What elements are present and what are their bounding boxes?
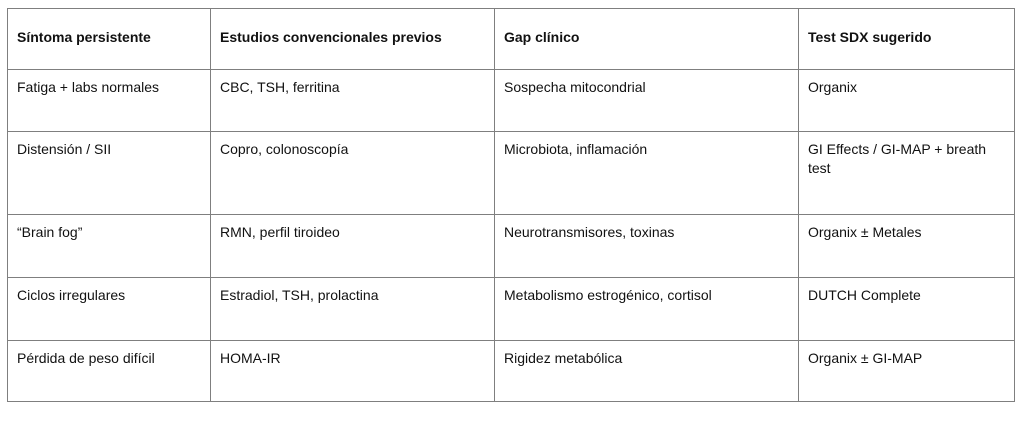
cell-gap: Sospecha mitocondrial xyxy=(495,70,799,132)
table-header-row xyxy=(8,9,1015,70)
table-row xyxy=(8,341,1015,402)
cell-sintoma: Fatiga + labs normales xyxy=(8,70,211,132)
header-estudios-convencionales: Estudios convencionales previos xyxy=(211,9,495,70)
table-row xyxy=(8,215,1015,278)
cell-sintoma: Ciclos irregulares xyxy=(8,278,211,341)
test-recommendation-table xyxy=(7,8,1015,402)
cell-gap: Microbiota, inflamación xyxy=(495,132,799,215)
table-row xyxy=(8,278,1015,341)
cell-estudios: HOMA-IR xyxy=(211,341,495,402)
header-gap-clinico: Gap clínico xyxy=(495,9,799,70)
cell-test: Organix xyxy=(799,70,1015,132)
cell-sintoma: Distensión / SII xyxy=(8,132,211,215)
cell-estudios: Copro, colonoscopía xyxy=(211,132,495,215)
cell-estudios: CBC, TSH, ferritina xyxy=(211,70,495,132)
cell-test: Organix ± Metales xyxy=(799,215,1015,278)
cell-test: GI Effects / GI-MAP + breath test xyxy=(799,132,1015,215)
cell-estudios: Estradiol, TSH, prolactina xyxy=(211,278,495,341)
header-test-sdx-sugerido: Test SDX sugerido xyxy=(799,9,1015,70)
table-row xyxy=(8,132,1015,215)
header-sintoma-persistente: Síntoma persistente xyxy=(8,9,211,70)
cell-gap: Neurotransmisores, toxinas xyxy=(495,215,799,278)
table-row xyxy=(8,70,1015,132)
cell-estudios: RMN, perfil tiroideo xyxy=(211,215,495,278)
cell-sintoma: “Brain fog” xyxy=(8,215,211,278)
cell-gap: Metabolismo estrogénico, cortisol xyxy=(495,278,799,341)
cell-gap: Rigidez metabólica xyxy=(495,341,799,402)
cell-test: DUTCH Complete xyxy=(799,278,1015,341)
cell-sintoma: Pérdida de peso difícil xyxy=(8,341,211,402)
cell-test: Organix ± GI-MAP xyxy=(799,341,1015,402)
